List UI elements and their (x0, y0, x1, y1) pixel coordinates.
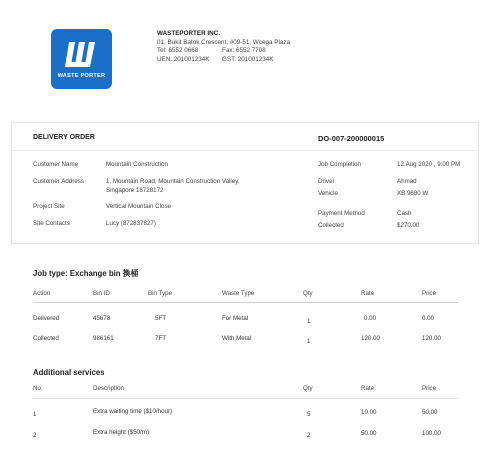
customer-name-label: Customer Name (33, 161, 79, 168)
logo-w-icon (64, 41, 99, 69)
job-row-1-bin-type: 5FT (155, 315, 167, 322)
driver-value: Ahmad (397, 178, 417, 185)
col-no: No. (33, 385, 43, 392)
company-logo (51, 29, 112, 89)
divider (12, 150, 478, 151)
project-site-value: Vertical Mountain Close (106, 203, 172, 210)
payment-method-value: Cash (397, 210, 412, 217)
logo-text: WASTE PORTER (57, 73, 106, 79)
job-row-1-rate: 0.00 (364, 315, 377, 322)
service-row-1-rate: 10.00 (361, 409, 377, 416)
service-row-2-price: 100.00 (422, 430, 441, 437)
service-row-2-description: Extra height ($50/m) (93, 429, 150, 436)
service-row-2-qty: 2 (307, 432, 311, 439)
service-row-1-qty: 5 (307, 411, 311, 418)
col-price: Price (422, 385, 437, 392)
customer-address-value-line2: Singapore 18728172 (106, 186, 164, 194)
company-address: 01, Bukit Batok Crescent, #09-51, Wcega Plaza (157, 38, 291, 46)
service-row-1-description: Extra waiting time ($10/hour) (93, 408, 173, 415)
company-info (157, 30, 290, 64)
col-qty: Qty (303, 385, 313, 392)
col-waste-type: Waste Type (222, 290, 255, 297)
job-row-2-waste-type: With Metal (222, 335, 252, 342)
service-row-1-no: 1 (33, 411, 37, 418)
service-row-2-rate: 50.00 (361, 430, 377, 437)
col-bin-type: Bin Type (148, 290, 172, 297)
site-contacts-label: Site Contacts (33, 220, 70, 227)
col-description: Description (93, 385, 124, 392)
table-header-divider (33, 302, 458, 303)
job-row-1-bin-id: 45678 (93, 315, 111, 322)
job-type-title: Job type: Exchange bin 換桶 (33, 269, 139, 278)
col-rate: Rate (361, 385, 375, 392)
job-row-2-action: Collected (33, 335, 59, 342)
company-name: WASTEPORTER INC. (157, 30, 220, 37)
collected-value: $270.00 (397, 222, 420, 229)
job-row-2-bin-id: 986161 (93, 335, 114, 342)
job-row-2-price: 120.00 (422, 335, 441, 342)
company-tel: Tel: 6552 0668 (157, 47, 199, 55)
driver-label: Driver (318, 178, 335, 185)
customer-address-value: 1, Mountain Road, Mountain Construction Valley, (106, 178, 240, 185)
vehicle-value: XB 9680 W (397, 190, 429, 197)
job-row-1-action: Delivered (33, 315, 60, 322)
site-contacts-value: Lucy (872837827) (106, 220, 156, 227)
col-price: Price (422, 290, 437, 297)
customer-address-label: Customer Address (33, 178, 84, 185)
additional-services-title: Additional services (33, 368, 105, 377)
delivery-order-card (11, 122, 479, 244)
col-action: Action (33, 290, 51, 297)
service-row-1-price: 50.00 (422, 409, 438, 416)
job-row-2-rate: 120.00 (361, 335, 380, 342)
job-completion-value: 12.Aug 2020 , 9:00 PM (397, 161, 461, 168)
vehicle-label: Vehicle (318, 190, 338, 197)
col-rate: Rate (361, 290, 375, 297)
project-site-label: Project Site (33, 203, 65, 210)
company-gst: GST: 201001234K (222, 55, 274, 63)
customer-name-value: Mountain Construction (106, 161, 168, 168)
col-bin-id: Bin ID (93, 290, 110, 297)
job-completion-label: Job Completion (318, 161, 361, 168)
order-title: DELIVERY ORDER (33, 134, 95, 141)
order-number: DO-007-200000015 (318, 134, 385, 143)
job-row-2-bin-type: 7FT (155, 335, 167, 342)
job-row-1-price: 0.00 (422, 315, 435, 322)
col-qty: Qty (303, 290, 313, 297)
job-row-1-qty: 1 (307, 318, 311, 325)
services-header-divider (33, 398, 458, 399)
company-fax: Fax: 6552 7708 (222, 47, 266, 55)
payment-method-label: Payment Method (318, 210, 365, 217)
job-row-2-qty: 1 (307, 338, 311, 345)
company-uen: UEN: 201001234K (157, 55, 210, 63)
collected-label: Collected (318, 222, 344, 229)
service-row-2-no: 2 (33, 432, 37, 439)
job-row-1-waste-type: For Metal (222, 315, 249, 322)
